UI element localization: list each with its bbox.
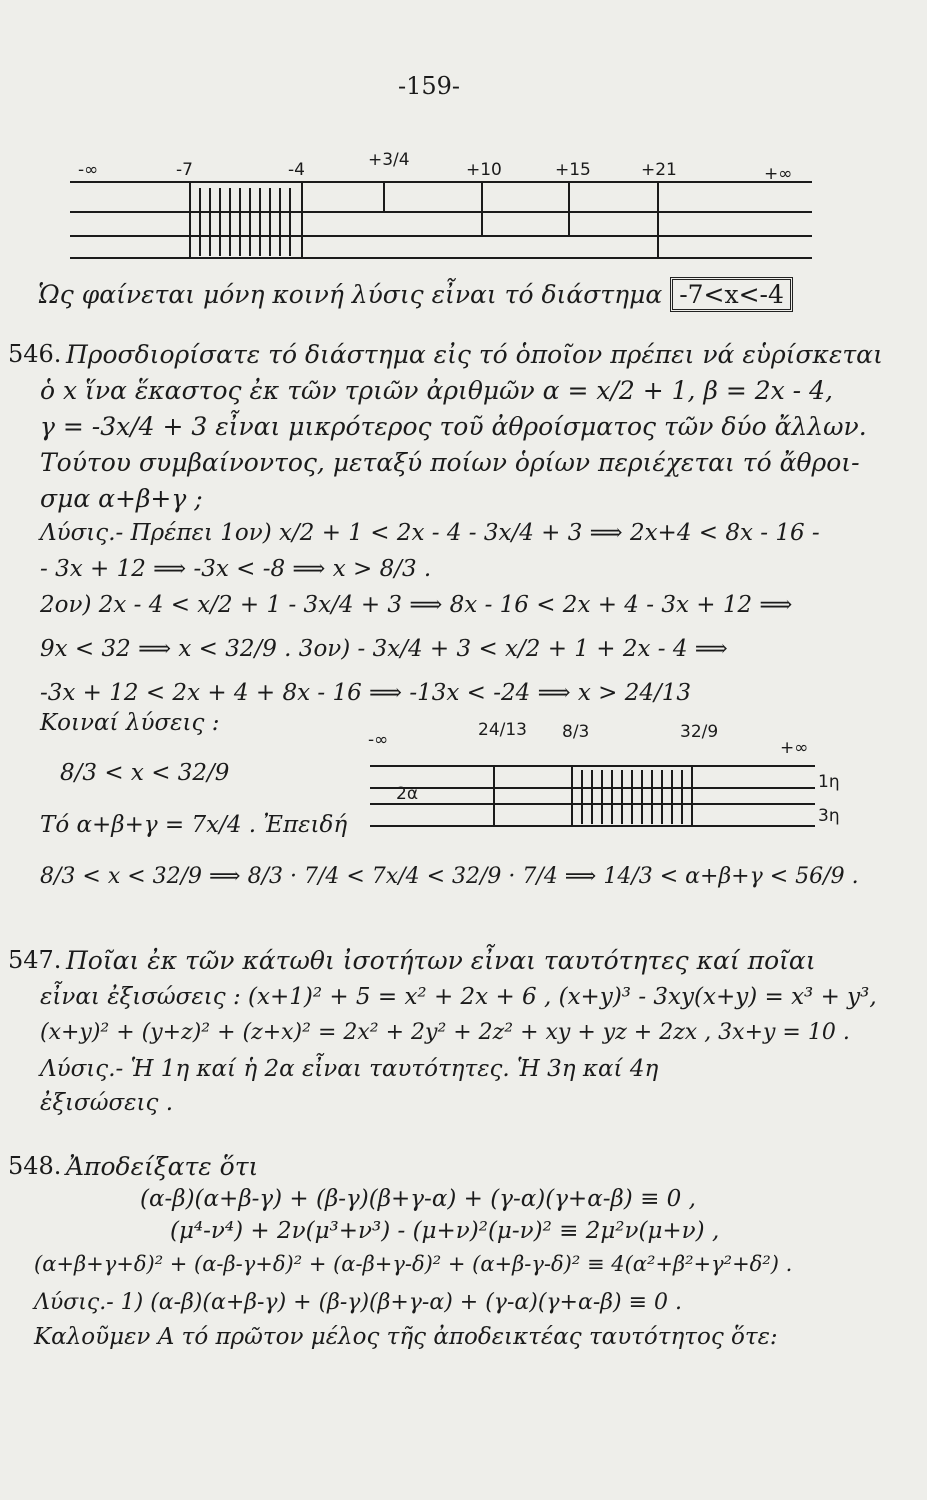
problem-547-line-2: εἶναι ἐξισώσεις : (x+1)² + 5 = x² + 2x + 6 , (x+y)³ - 3xy(x+y) = x³ + y³, (40, 984, 877, 1010)
problem-547-line-4: Λύσις.- Ἡ 1η καί ἡ 2α εἶναι ταυτότητες. Ἡ 3η καί 4η (40, 1056, 659, 1082)
problem-548-line-4: (α+β+γ+δ)² + (α-β-γ+δ)² + (α-β+γ-δ)² + (α+β-γ-δ)² ≡ 4(α²+β²+γ²+δ²) . (34, 1252, 793, 1276)
nl1-label-plus10: +10 (466, 160, 502, 180)
problem-548-number: 548. (8, 1152, 62, 1180)
nl1-label-plus15: +15 (555, 160, 591, 180)
nl2-row-label-1: 1η (818, 772, 840, 792)
nl2-label-neg-inf: -∞ (368, 730, 389, 750)
nl2-label-32-9: 32/9 (680, 722, 719, 742)
nl1-label-minus4: -4 (288, 160, 305, 180)
problem-546-solution-8: Τό α+β+γ = 7x/4 . Ἐπειδή (40, 812, 348, 838)
problem-546-solution-6: Κοιναί λύσεις : (40, 710, 220, 736)
problem-548-line-5: Λύσις.- 1) (α-β)(α+β-γ) + (β-γ)(β+γ-α) + (γ-α)(γ+α-β) ≡ 0 . (34, 1290, 682, 1315)
problem-546-line-4: Τούτου συμβαίνοντος, μεταξύ ποίων ὁρίων περιέχεται τό ἄθροι- (40, 448, 860, 477)
nl2-label-8-3: 8/3 (562, 722, 590, 742)
problem-546-solution-1: Λύσις.- Πρέπει 1ον) x/2 + 1 < 2x - 4 - 3x/4 + 3 ⟹ 2x+4 < 8x - 16 - (40, 520, 820, 546)
nl1-label-plus21: +21 (641, 160, 677, 180)
nl1-label-minus7: -7 (176, 160, 193, 180)
problem-547-number: 547. (8, 946, 62, 974)
nl1-label-neg-inf: -∞ (78, 160, 99, 180)
problem-546-solution-3: 2ον) 2x - 4 < x/2 + 1 - 3x/4 + 3 ⟹ 8x - 16 < 2x + 4 - 3x + 12 ⟹ (40, 592, 793, 618)
problem-548-line-6: Καλοῦμεν Α τό πρῶτον μέλος τῆς ἀποδεικτέας ταυτότητος ὅτε: (34, 1324, 778, 1350)
problem-546-line-1: Προσδιορίσατε τό διάστημα εἰς τό ὁποῖον πρέπει νά εὑρίσκεται (66, 340, 883, 369)
problem-548-line-1: Ἀποδείξατε ὅτι (66, 1152, 259, 1181)
problem-547-line-3: (x+y)² + (y+z)² + (z+x)² = 2x² + 2y² + 2z² + xy + yz + 2zx , 3x+y = 10 . (40, 1020, 850, 1045)
nl2-row-label-2: 2α (396, 784, 419, 804)
problem-546-line-2: ὁ x ἵνα ἕκαστος ἐκ τῶν τριῶν ἀριθμῶν α = x/2 + 1, β = 2x - 4, (40, 376, 833, 405)
page-number: -159- (398, 72, 461, 100)
problem-546-solution-7: 8/3 < x < 32/9 (60, 760, 230, 786)
problem-546-solution-9: 8/3 < x < 32/9 ⟹ 8/3 · 7/4 < 7x/4 < 32/9 · 7/4 ⟹ 14/3 < α+β+γ < 56/9 . (40, 864, 859, 889)
problem-546-solution-2: - 3x + 12 ⟹ -3x < -8 ⟹ x > 8/3 . (40, 556, 432, 582)
problem-546-solution-4: 9x < 32 ⟹ x < 32/9 . 3ον) - 3x/4 + 3 < x/2 + 1 + 2x - 4 ⟹ (40, 636, 728, 662)
nl2-label-pos-inf: +∞ (780, 738, 809, 758)
problem-546-line-5: σμα α+β+γ ; (40, 484, 203, 513)
problem-548-line-3: (μ⁴-ν⁴) + 2ν(μ³+ν³) - (μ+ν)²(μ-ν)² ≡ 2μ²ν(μ+ν) , (170, 1218, 720, 1244)
conclusion-545-answer-box: -7<x<-4 (670, 277, 793, 312)
nl2-label-24-13: 24/13 (478, 720, 527, 740)
problem-547-line-5: ἐξισώσεις . (40, 1090, 174, 1116)
nl2-row-label-3: 3η (818, 806, 840, 826)
nl1-label-three-quarters: +3/4 (368, 150, 410, 170)
nl1-label-pos-inf: +∞ (764, 164, 793, 184)
conclusion-545-text: Ὡς φαίνεται μόνη κοινή λύσις εἶναι τό διάστημα (38, 280, 663, 309)
problem-546-line-3: γ = -3x/4 + 3 εἶναι μικρότερος τοῦ ἀθροίσματος τῶν δύο ἄλλων. (40, 412, 867, 441)
problem-548-line-2: (α-β)(α+β-γ) + (β-γ)(β+γ-α) + (γ-α)(γ+α-β) ≡ 0 , (140, 1186, 696, 1212)
problem-546-number: 546. (8, 340, 62, 368)
problem-547-line-1: Ποῖαι ἐκ τῶν κάτωθι ἰσοτήτων εἶναι ταυτότητες καί ποῖαι (66, 946, 816, 975)
problem-546-solution-5: -3x + 12 < 2x + 4 + 8x - 16 ⟹ -13x < -24 ⟹ x > 24/13 (40, 680, 691, 706)
